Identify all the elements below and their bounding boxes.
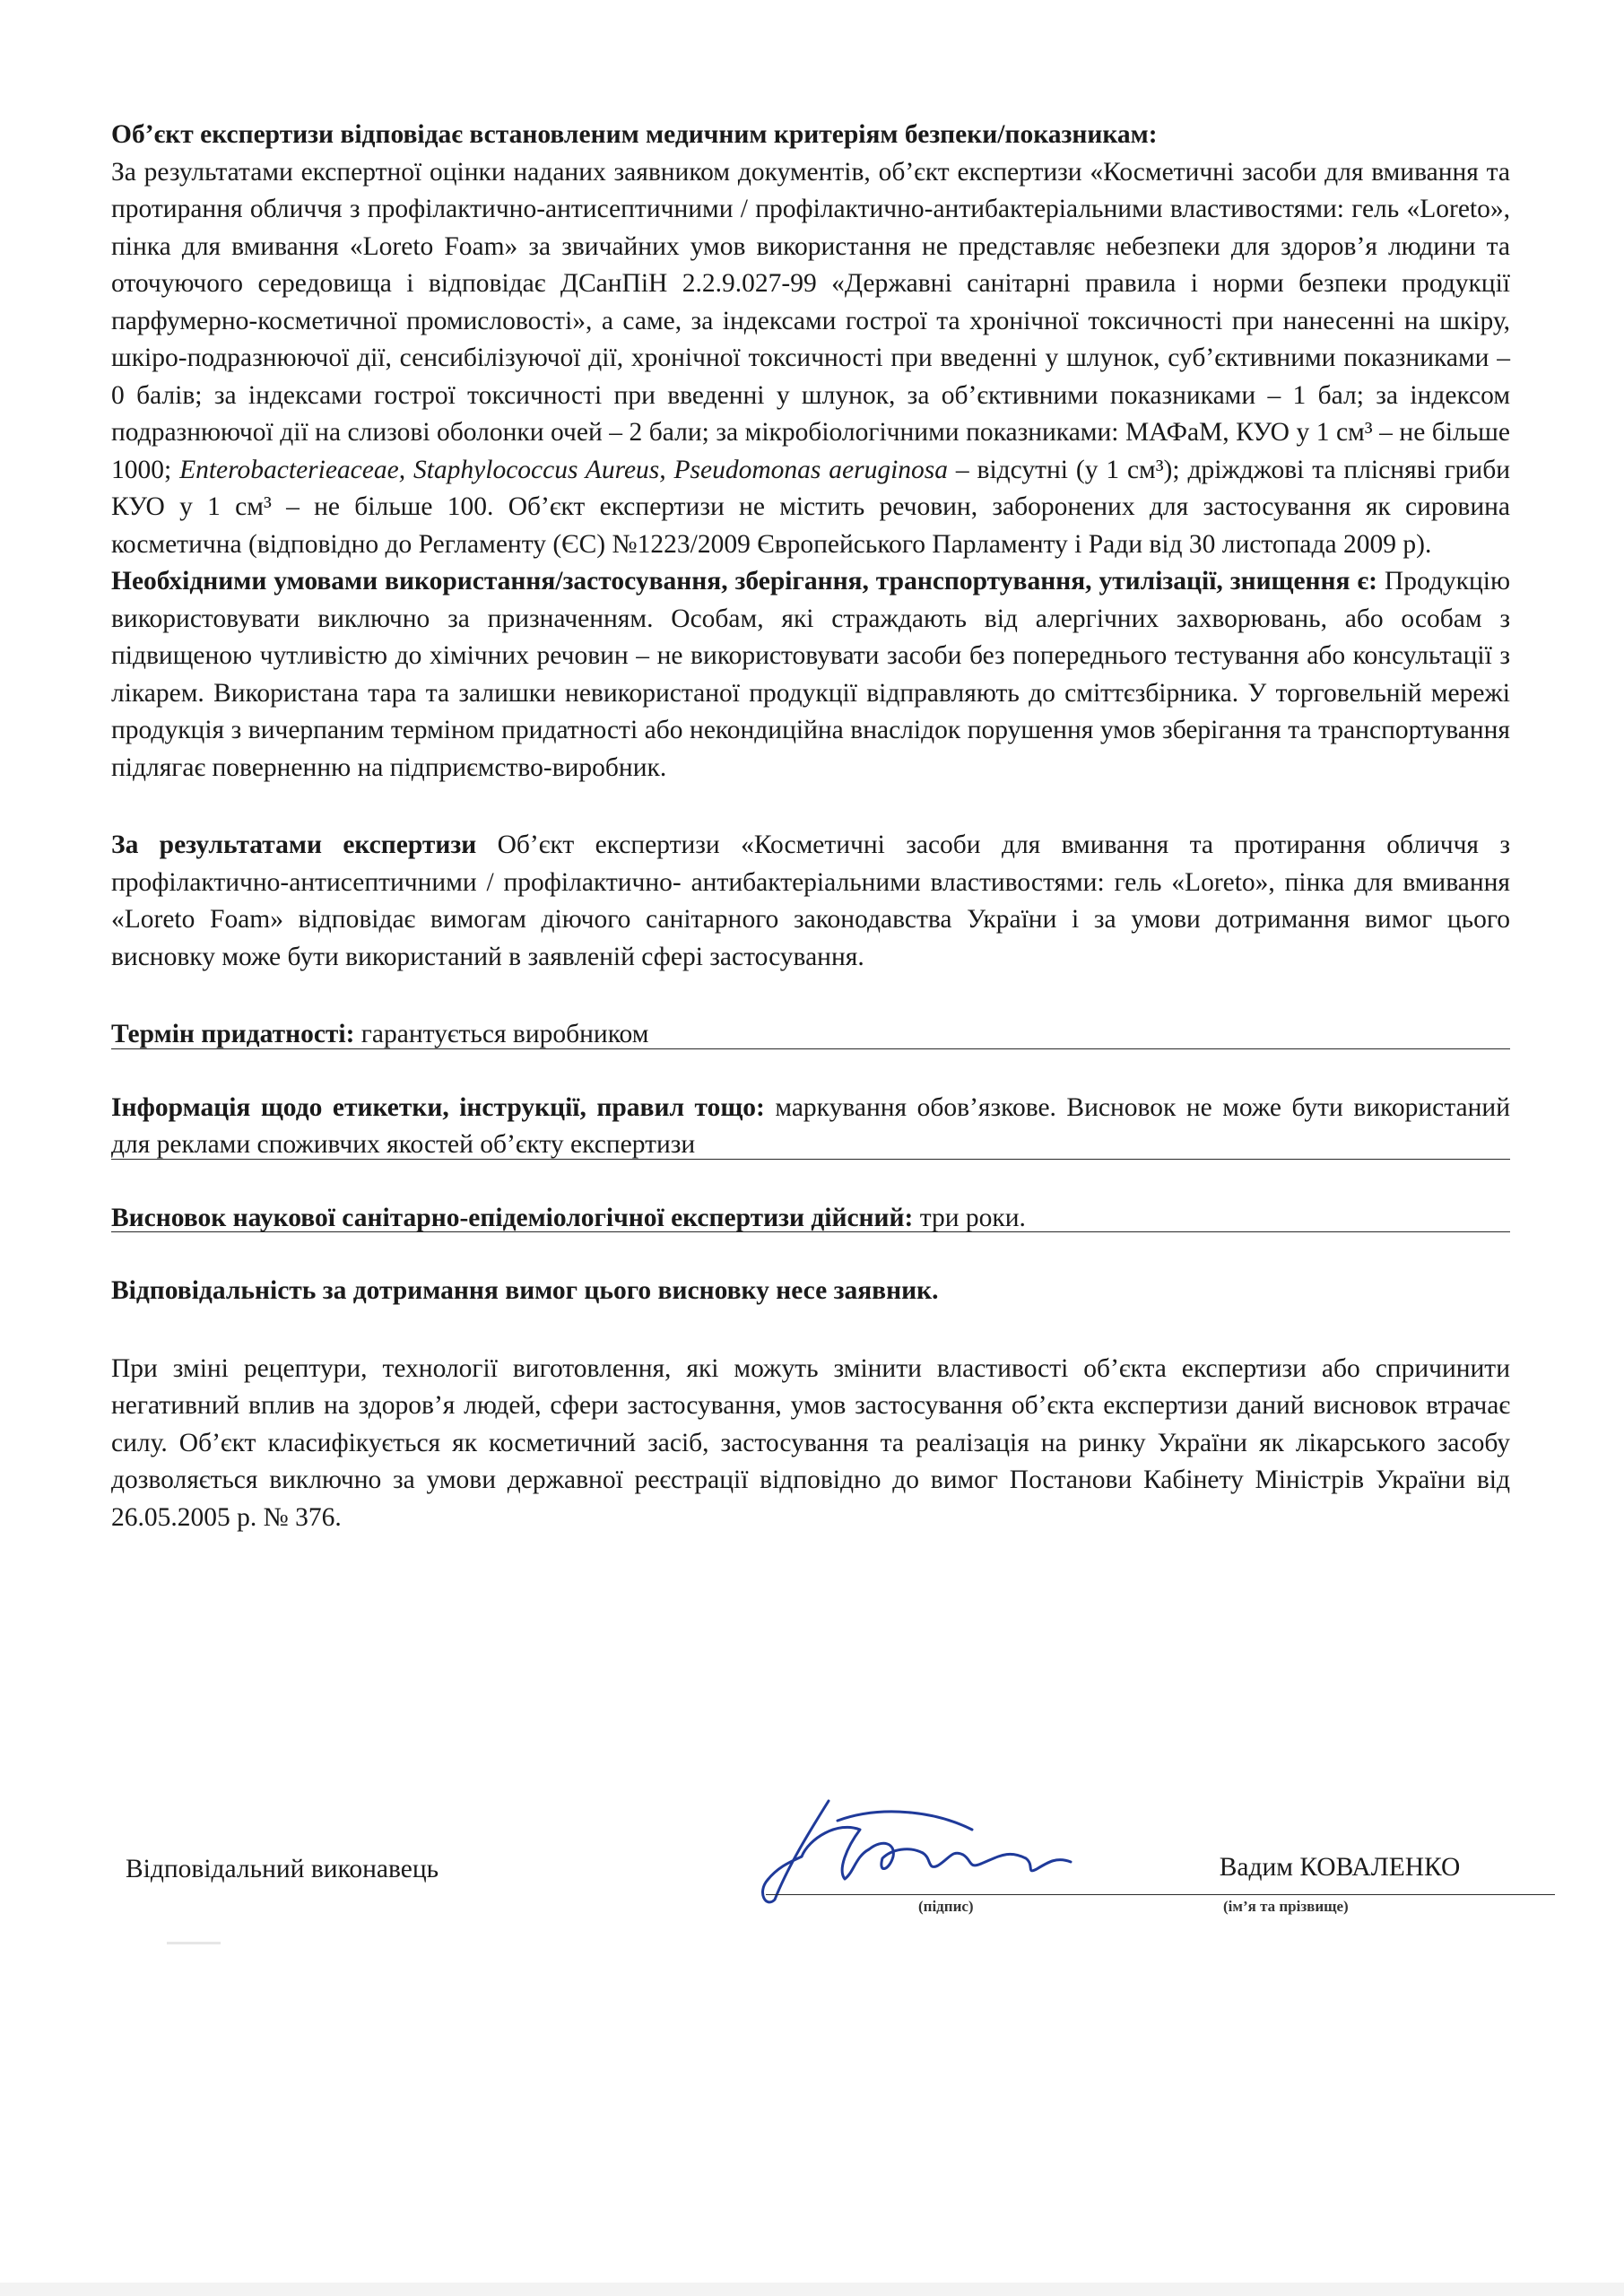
spacer: [111, 1160, 1510, 1200]
signature-caption: (підпис): [918, 1898, 974, 1915]
signature-underline: [766, 1894, 1169, 1895]
scan-artifact: [167, 1942, 221, 1944]
label-info-heading: Інформація щодо етикетки, інструкції, правил тощо:: [111, 1092, 765, 1122]
safety-criteria-text-a: За результатами експертної оцінки наданих заявником документів, об’єкт експертизи «Косметичні засоби для вмивання та протирання обличчя з профілактично-антисептичними / профілактично-антибактеріальними властивостями: гель «Loreto», пінка для вмивання «Loreto Foam» за звичайних умов використання не представляє небезпеки для здоров’я людини та оточуючого середовища і відповідає ДСанПіН 2.2.9.027-99 «Державні санітарні правила і норми безпеки продукції парфумерно-косметичної промисловості», а саме, за індексами гострої та хронічної токсичності при нанесенні на шкіру, шкіро-подразнюючої дії, сенсибілізуючої дії, хронічної токсичності при введенні у шлунок, суб’єктивними показниками – 0 балів; за індексами гострої токсичності при введенні у шлунок, за об’єктивними показниками – 1 бал; за індексом подразнюючої дії на слизові оболонки очей – 2 бали; за мікробіологічними показниками: МАФаМ, КУО у 1 см³ – не більше 1000;: [111, 157, 1510, 484]
name-caption: (ім’я та прізвище): [1223, 1898, 1349, 1915]
spacer: [111, 1049, 1510, 1090]
spacer: [111, 976, 1510, 1016]
usage-conditions-paragraph: [111, 563, 1510, 787]
validity-value: три роки.: [913, 1203, 1026, 1232]
organisms-list: Enterobacterieaceae, Staphylococcus Aureus, Pseudomonas aeruginosa: [179, 455, 949, 484]
usage-conditions-heading: Необхідними умовами використання/застосування, зберігання, транспортування, утилізації, знищення є:: [111, 567, 1377, 596]
scan-bottom-edge: [0, 2283, 1624, 2296]
spacer: [111, 1310, 1510, 1351]
safety-criteria-text-b: – відсутні (у 1 см³); дріжджові та плісняві гриби КУО у 1 см³ – не більше 100. Об’єкт експертизи не містить речовин, заборонених для застосування як сировина косметична (відповідно до Регламенту (ЄС) №1223/2009 Європейського Парламенту і Ради від 30 листопада 2009 р).: [111, 455, 1510, 559]
expertise-result-text: Об’єкт експертизи «Косметичні засоби для вмивання та протирання обличчя з профілактично-антисептичними / профілактично- антибактеріальними властивостями: гель «Loreto», пінка для вмивання «Loreto Foam» відповідає вимогам діючого санітарного законодавства України і за умови дотримання вимог цього висновку може бути використаний в заявленій сфері застосування.: [111, 831, 1510, 971]
shelf-life-heading: Термін придатності:: [111, 1020, 355, 1048]
usage-conditions-text: Продукцію використовувати виключно за призначенням. Особам, які страждають від алергічних захворювань, або особам з підвищеною чутливістю до хімічних речовин – не використовувати засоби без попереднього тестування або консультації з лікарем. Використана тара та залишки невикористаної продукції відправляють до сміттєзбірника. У торговельній мережі продукція з вичерпаним терміном придатності або некондиційна внаслідок порушення умов зберігання та транспортування підлягає поверненню на підприємство-виробник.: [111, 567, 1510, 782]
spacer: [111, 787, 1510, 827]
document-body: [111, 117, 1510, 1536]
final-note-paragraph: При зміні рецептури, технології виготовлення, які можуть змінити властивості об’єкта експертизи або спричинити негативний вплив на здоров’я людей, сфери застосування, умов застосування об’єкта експертизи даний висновок втрачає силу. Об’єкт класифікується як косметичний засіб, застосування та реалізація на ринку України як лікарського засобу дозволяється виключно за умови державної реєстрації відповідно до вимог Постанови Кабінету Міністрів України від 26.05.2005 р. № 376.: [111, 1353, 1510, 1532]
shelf-life-value: гарантується виробником: [354, 1020, 649, 1048]
expertise-result-paragraph: [111, 827, 1510, 976]
spacer: [111, 1232, 1510, 1273]
signature-block: [111, 1794, 1510, 1937]
responsible-executor-label: Відповідальний виконавець: [126, 1855, 439, 1883]
label-info-value: маркування обов’язкове. Висновок не може бути використаний для реклами споживчих якостей об’єкту експертизи: [111, 1092, 1510, 1159]
signer-name: Вадим КОВАЛЕНКО: [1219, 1853, 1461, 1882]
label-info-paragraph: [111, 1090, 1510, 1164]
responsibility-statement: Відповідальність за дотримання вимог цього висновку несе заявник.: [111, 1276, 939, 1305]
expertise-result-heading: За результатами експертизи: [111, 831, 477, 859]
safety-criteria-paragraph: [111, 117, 1510, 563]
handwritten-signature: [703, 1794, 1286, 1910]
safety-criteria-heading: Об’єкт експертизи відповідає встановленим медичним критеріям безпеки/показникам:: [111, 120, 1158, 149]
name-underline: [1125, 1894, 1555, 1895]
validity-heading: Висновок наукової санітарно-епідеміологічної експертизи дійсний:: [111, 1203, 914, 1232]
